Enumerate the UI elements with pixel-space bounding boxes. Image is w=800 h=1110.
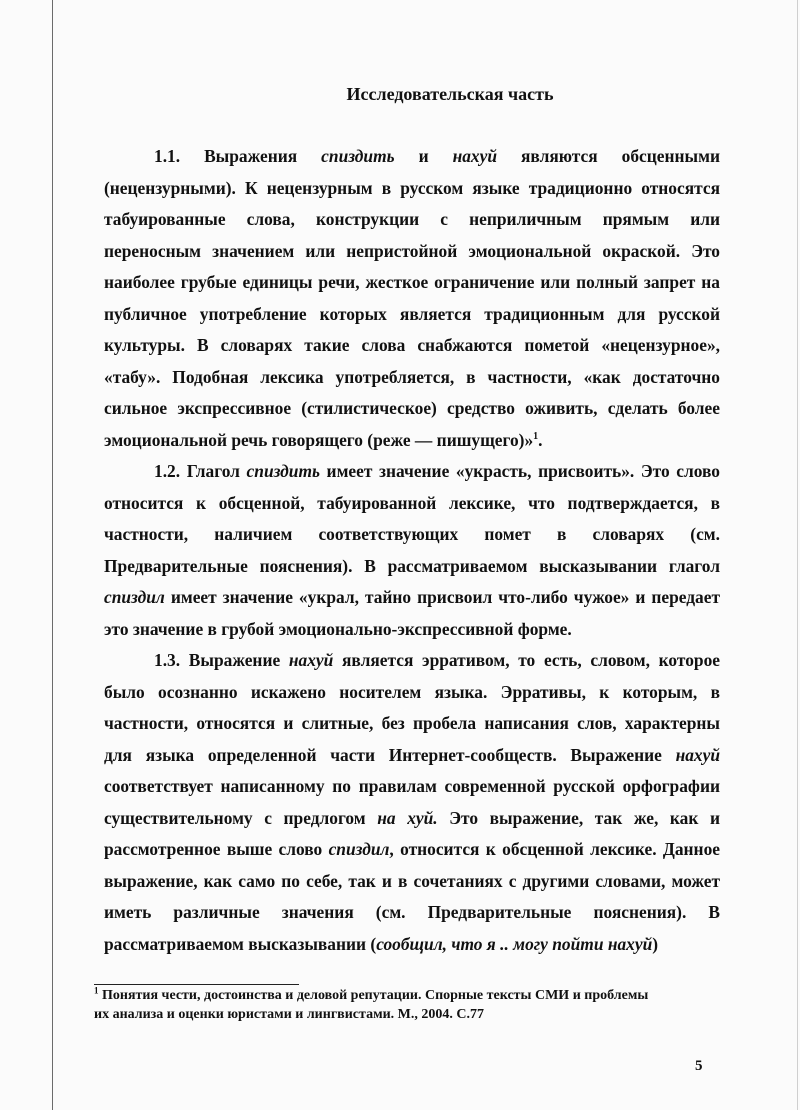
text-run: имеет значение «украсть, присвоить». Это слово относится к обсценной, табуированной лексике, что подтверждается, в частности, наличием соответствующих помет в словарях (см. Предварительные пояснения). В рассматриваемом высказывании глагол [104,461,720,576]
term-spizdit: спиздить [246,461,320,481]
term-spizdil: спиздил [328,839,390,859]
term-spizdit: спиздить [321,146,395,166]
quoted-statement: сообщил, что я .. могу пойти нахуй [376,933,653,954]
text-run: имеет значение «украл, тайно присвоил что-либо чужое» и передает это значение в грубой эмоционально-экспрессивной форме. [104,587,720,639]
section-number: 1.2. [154,461,181,481]
text-run: Выражения [180,146,322,166]
text-run: и [394,146,453,166]
footnote-marker: 1 [94,985,99,996]
footnote [94,986,654,1024]
term-na-khuy: на хуй. [377,807,438,828]
page-right-border [797,0,798,1110]
page-number: 5 [695,1058,703,1074]
text-run: ) [652,933,659,954]
text-run: Это выражение, так же, как и рассмотренное выше слово [104,807,720,859]
footnote-divider [94,984,299,985]
paragraph-1-3 [104,645,720,960]
footnote-reference: 1 [533,430,539,442]
text-run: Глагол [180,461,247,481]
section-number: 1.1. [154,146,181,166]
term-nakhuy: нахуй [675,744,720,765]
body-text [104,141,720,960]
text-run: являются обсценными (нецензурными). К нецензурным в русском языке традиционно относятся табуированные слова, конструкции с неприличным прямым или переносным значением или непристойной эмоциональной окраской. Это наиболее грубые единицы речи, жесткое ограничение или полный запрет на публичное употребление которых является традиционным для русской культуры. В словарях такие слова снабжаются пометой «нецензурное», «табу». Подобная лексика употребляется, в частности, «как достаточно сильное экспрессивное (стилистическое) средство оживить, сделать более эмоциональной речь говорящего (реже — пишущего)» [104,146,720,450]
text-run: . [538,429,543,450]
text-run: Выражение [180,650,289,670]
page-title: Исследовательская часть [346,84,554,104]
term-nakhuy: нахуй [452,146,498,166]
text-run: соответствует написанному по правилам современной русской орфографии существительному с предлогом [104,776,720,828]
page-left-border [52,0,53,1110]
paragraph-1-1 [104,141,720,456]
text-run: , относится к обсценной лексике. Данное выражение, как само по себе, так и в сочетаниях с другими словами, может иметь различные значения (см. Предварительные пояснения). В рассматриваемом высказывании ( [104,839,720,954]
footnote-text: Понятия чести, достоинства и деловой репутации. Спорные тексты СМИ и проблемы их анализа и оценки юристами и лингвистами. М., 2004. С.77 [94,988,649,1022]
paragraph-1-2 [104,456,720,645]
text-run: является эрративом, то есть, словом, которое было осознанно искажено носителем языка. Эрративы, к которым, в частности, относятся и слитные, без пробела написания слов, характерны для языка определенной части Интернет-сообществ. Выражение [104,650,720,765]
term-spizdil: спиздил [104,587,165,607]
term-nakhuy: нахуй [288,650,334,670]
section-number: 1.3. [154,650,181,670]
